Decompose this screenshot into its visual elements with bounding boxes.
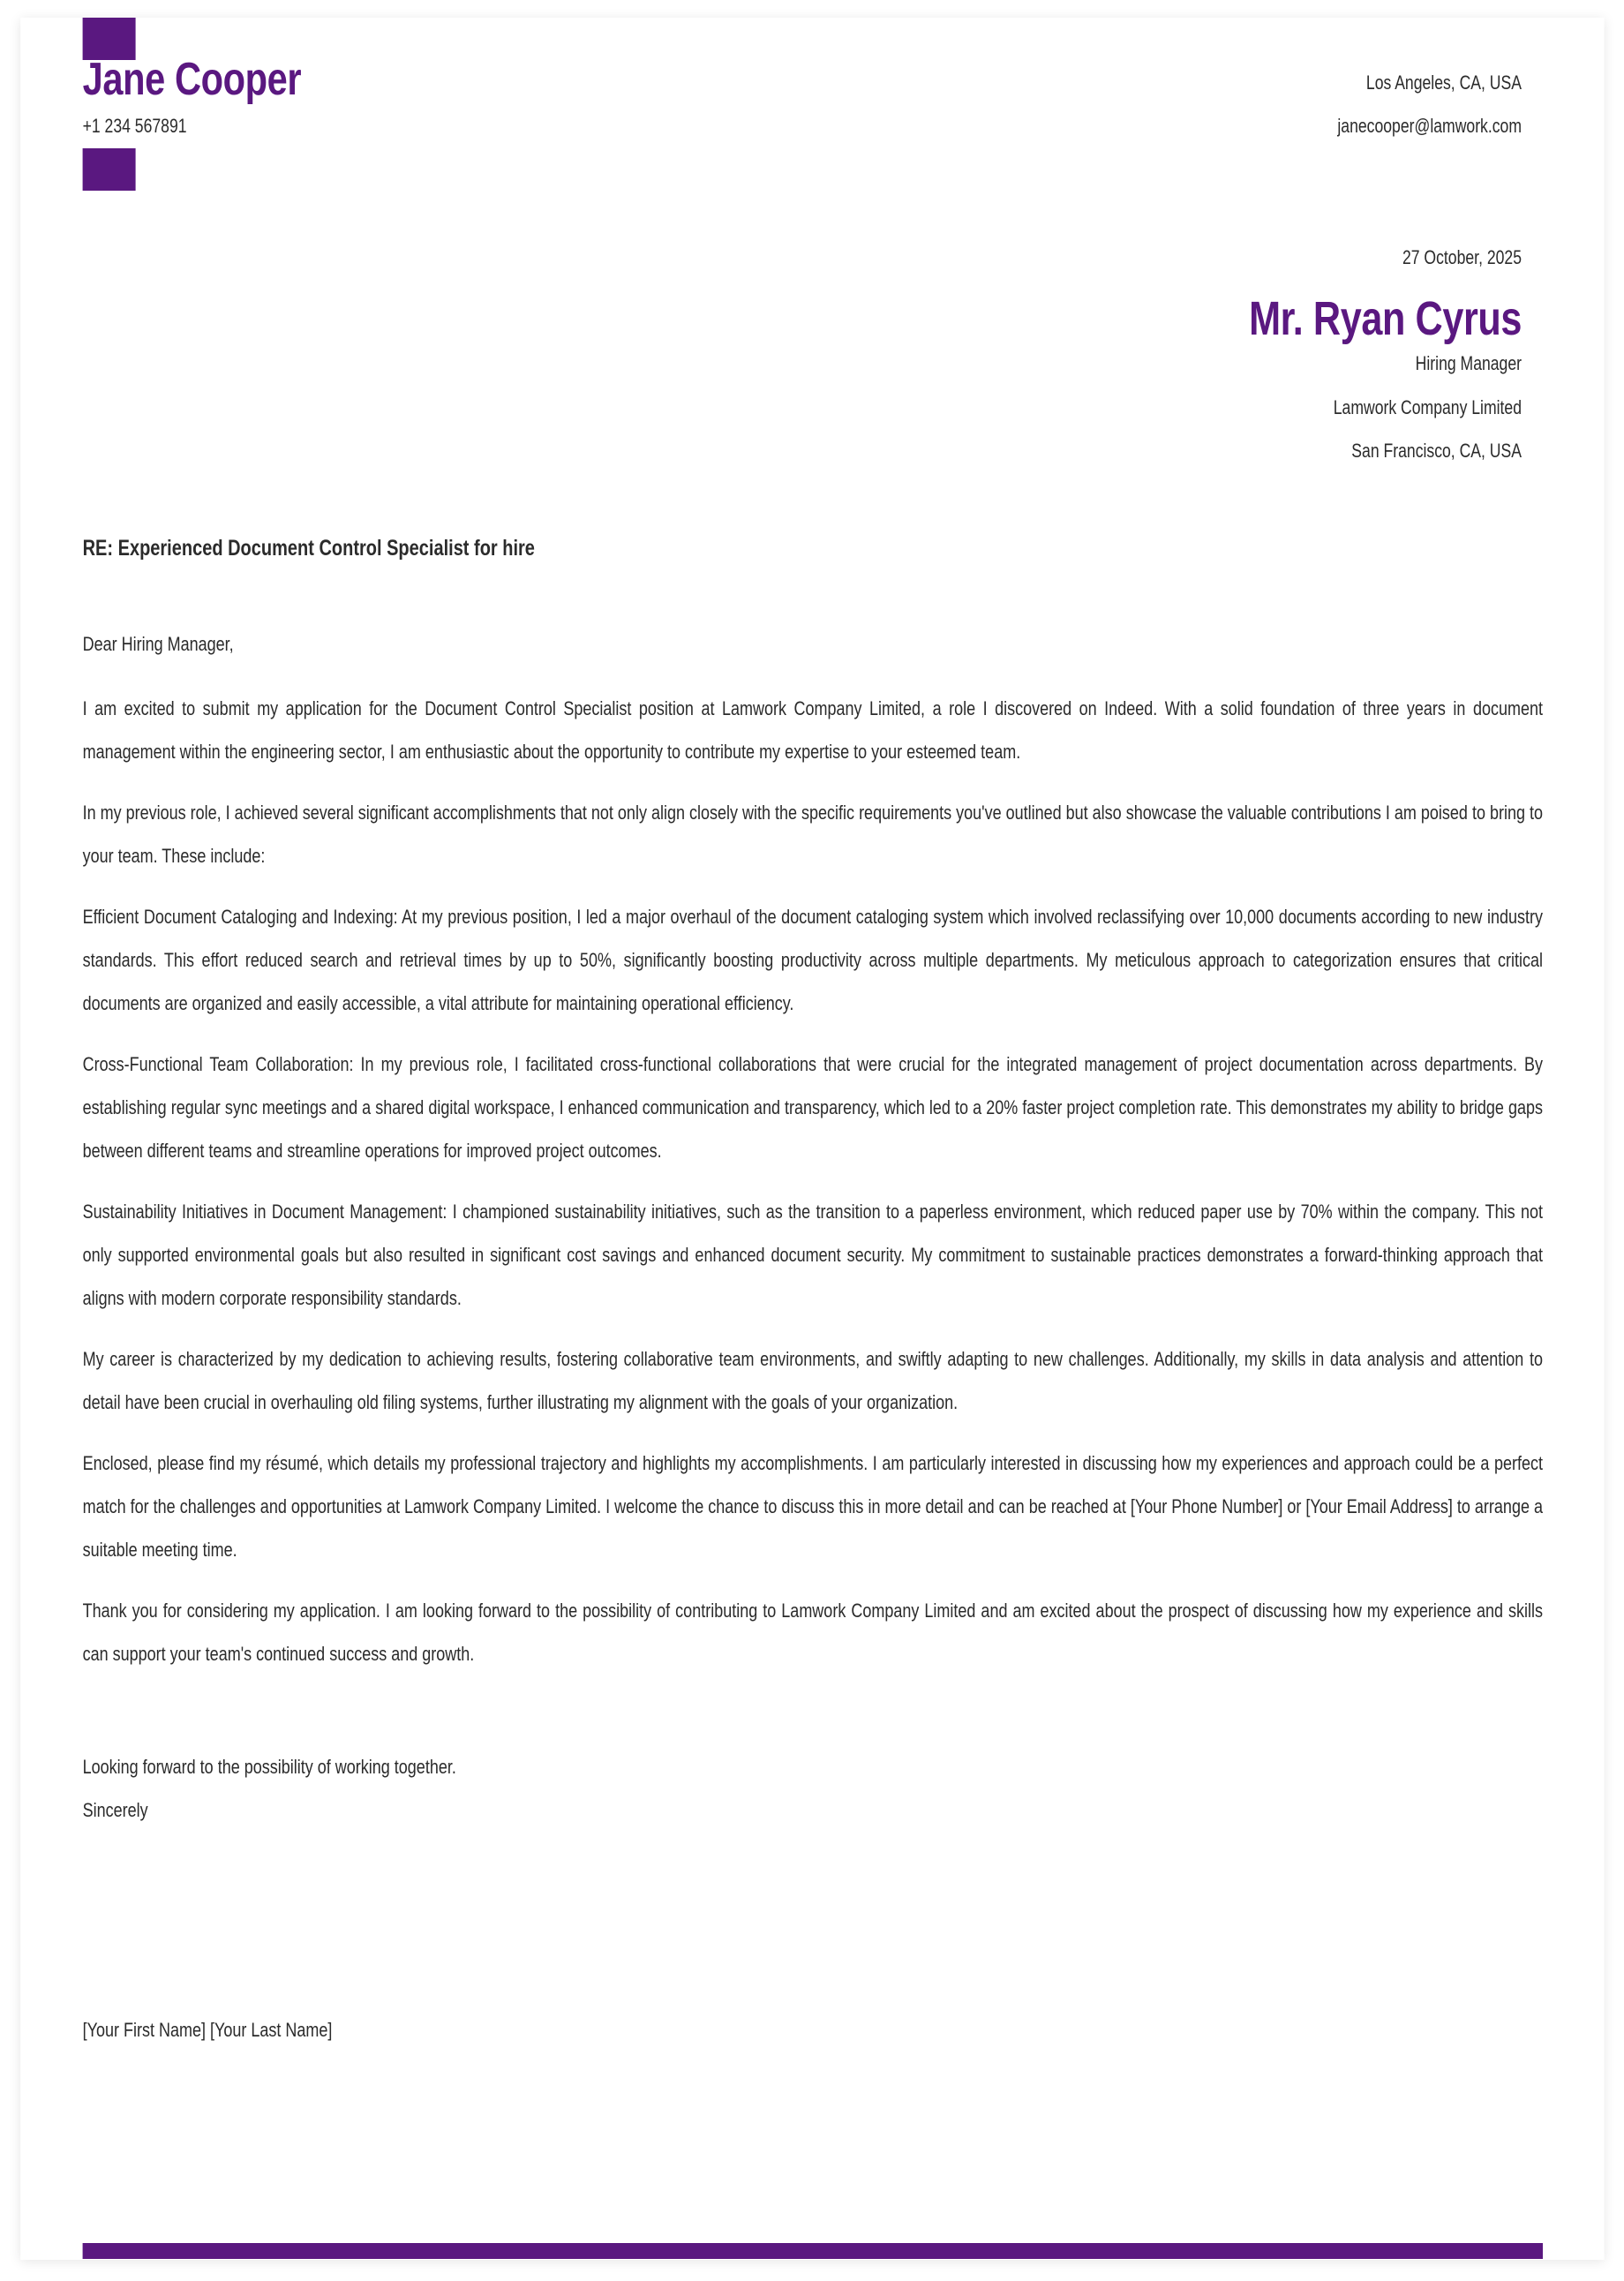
body-paragraph: My career is characterized by my dedication to achieving results, fostering collaborative team environments, and swiftly adapting to new challenges. Additionally, my skills in data analysis and attention to detail have been crucial in overhauling old filing systems, further illustrating my alignment with the goals of your organization. — [82, 1348, 1544, 1413]
letter-body — [83, 622, 1543, 1693]
sender-phone: +1 234 567891 — [82, 115, 187, 137]
sender-email: janecooper@lamwork.com — [1337, 115, 1522, 137]
recipient-location: San Francisco, CA, USA — [1351, 440, 1522, 462]
body-paragraph: Efficient Document Cataloging and Indexing: At my previous position, I led a major overhaul of the document cataloging system which involved reclassifying over 10,000 documents according to new industry standards. This effort reduced search and retrieval times by up to 50%, significantly boosting productivity across multiple departments. My meticulous approach to categorization ensures that critical documents are organized and easily accessible, a vital attribute for maintaining operational efficiency. — [82, 906, 1544, 1014]
subject-line: RE: Experienced Document Control Specialist for hire — [82, 536, 535, 561]
sender-name: Jane Cooper — [82, 54, 302, 105]
body-paragraph: Enclosed, please find my résumé, which details my professional trajectory and highlights my accomplishments. I am particularly interested in discussing how my experiences and approach could be a perfect match for the challenges and opportunities at Lamwork Company Limited. I welcome the chance to discuss this in more detail and can be reached at [Your Phone Number] or [Your Email Address] to arrange a suitable meeting time. — [82, 1452, 1544, 1561]
salutation: Dear Hiring Manager, — [82, 633, 234, 655]
body-paragraph: In my previous role, I achieved several significant accomplishments that not only align closely with the specific requirements you've outlined but also showcase the valuable contributions I am poised to bring to your team. These include: — [82, 802, 1544, 867]
body-paragraph: I am excited to submit my application for the Document Control Specialist position at Lamwork Company Limited, a role I discovered on Indeed. With a solid foundation of three years in document management within the engineering sector, I am enthusiastic about the opportunity to contribute my expertise to your esteemed team. — [82, 697, 1544, 763]
body-paragraph: Thank you for considering my application. I am looking forward to the possibility of contributing to Lamwork Company Limited and am excited about the prospect of discussing how my experience and skills can support your team's continued success and growth. — [82, 1600, 1544, 1665]
closing-line: Looking forward to the possibility of working together. — [82, 1756, 456, 1778]
accent-square-bottom — [83, 148, 136, 191]
recipient-title: Hiring Manager — [1415, 352, 1522, 374]
signature-name: [Your First Name] [Your Last Name] — [82, 2019, 333, 2041]
sender-location: Los Angeles, CA, USA — [1365, 72, 1522, 94]
recipient-name: Mr. Ryan Cyrus — [1249, 292, 1522, 345]
signoff: Sincerely — [82, 1799, 148, 1821]
body-paragraph: Sustainability Initiatives in Document Management: I championed sustainability initiatives, such as the transition to a paperless environment, which reduced paper use by 70% within the company. This not only supported environmental goals but also resulted in significant cost savings and enhanced document security. My commitment to sustainable practices demonstrates a forward-thinking approach that aligns with modern corporate responsibility standards. — [82, 1201, 1544, 1309]
letter-date: 27 October, 2025 — [1402, 246, 1522, 268]
body-paragraph: Cross-Functional Team Collaboration: In my previous role, I facilitated cross-functional collaborations that were crucial for the integrated management of project documentation across departments. By establishing regular sync meetings and a shared digital workspace, I enhanced communication and transparency, which led to a 20% faster project completion rate. This demonstrates my ability to bridge gaps between different teams and streamline operations for improved project outcomes. — [82, 1053, 1544, 1162]
closing-block — [83, 1745, 456, 1832]
recipient-company: Lamwork Company Limited — [1333, 396, 1522, 418]
footer-accent-bar — [83, 2243, 1543, 2259]
